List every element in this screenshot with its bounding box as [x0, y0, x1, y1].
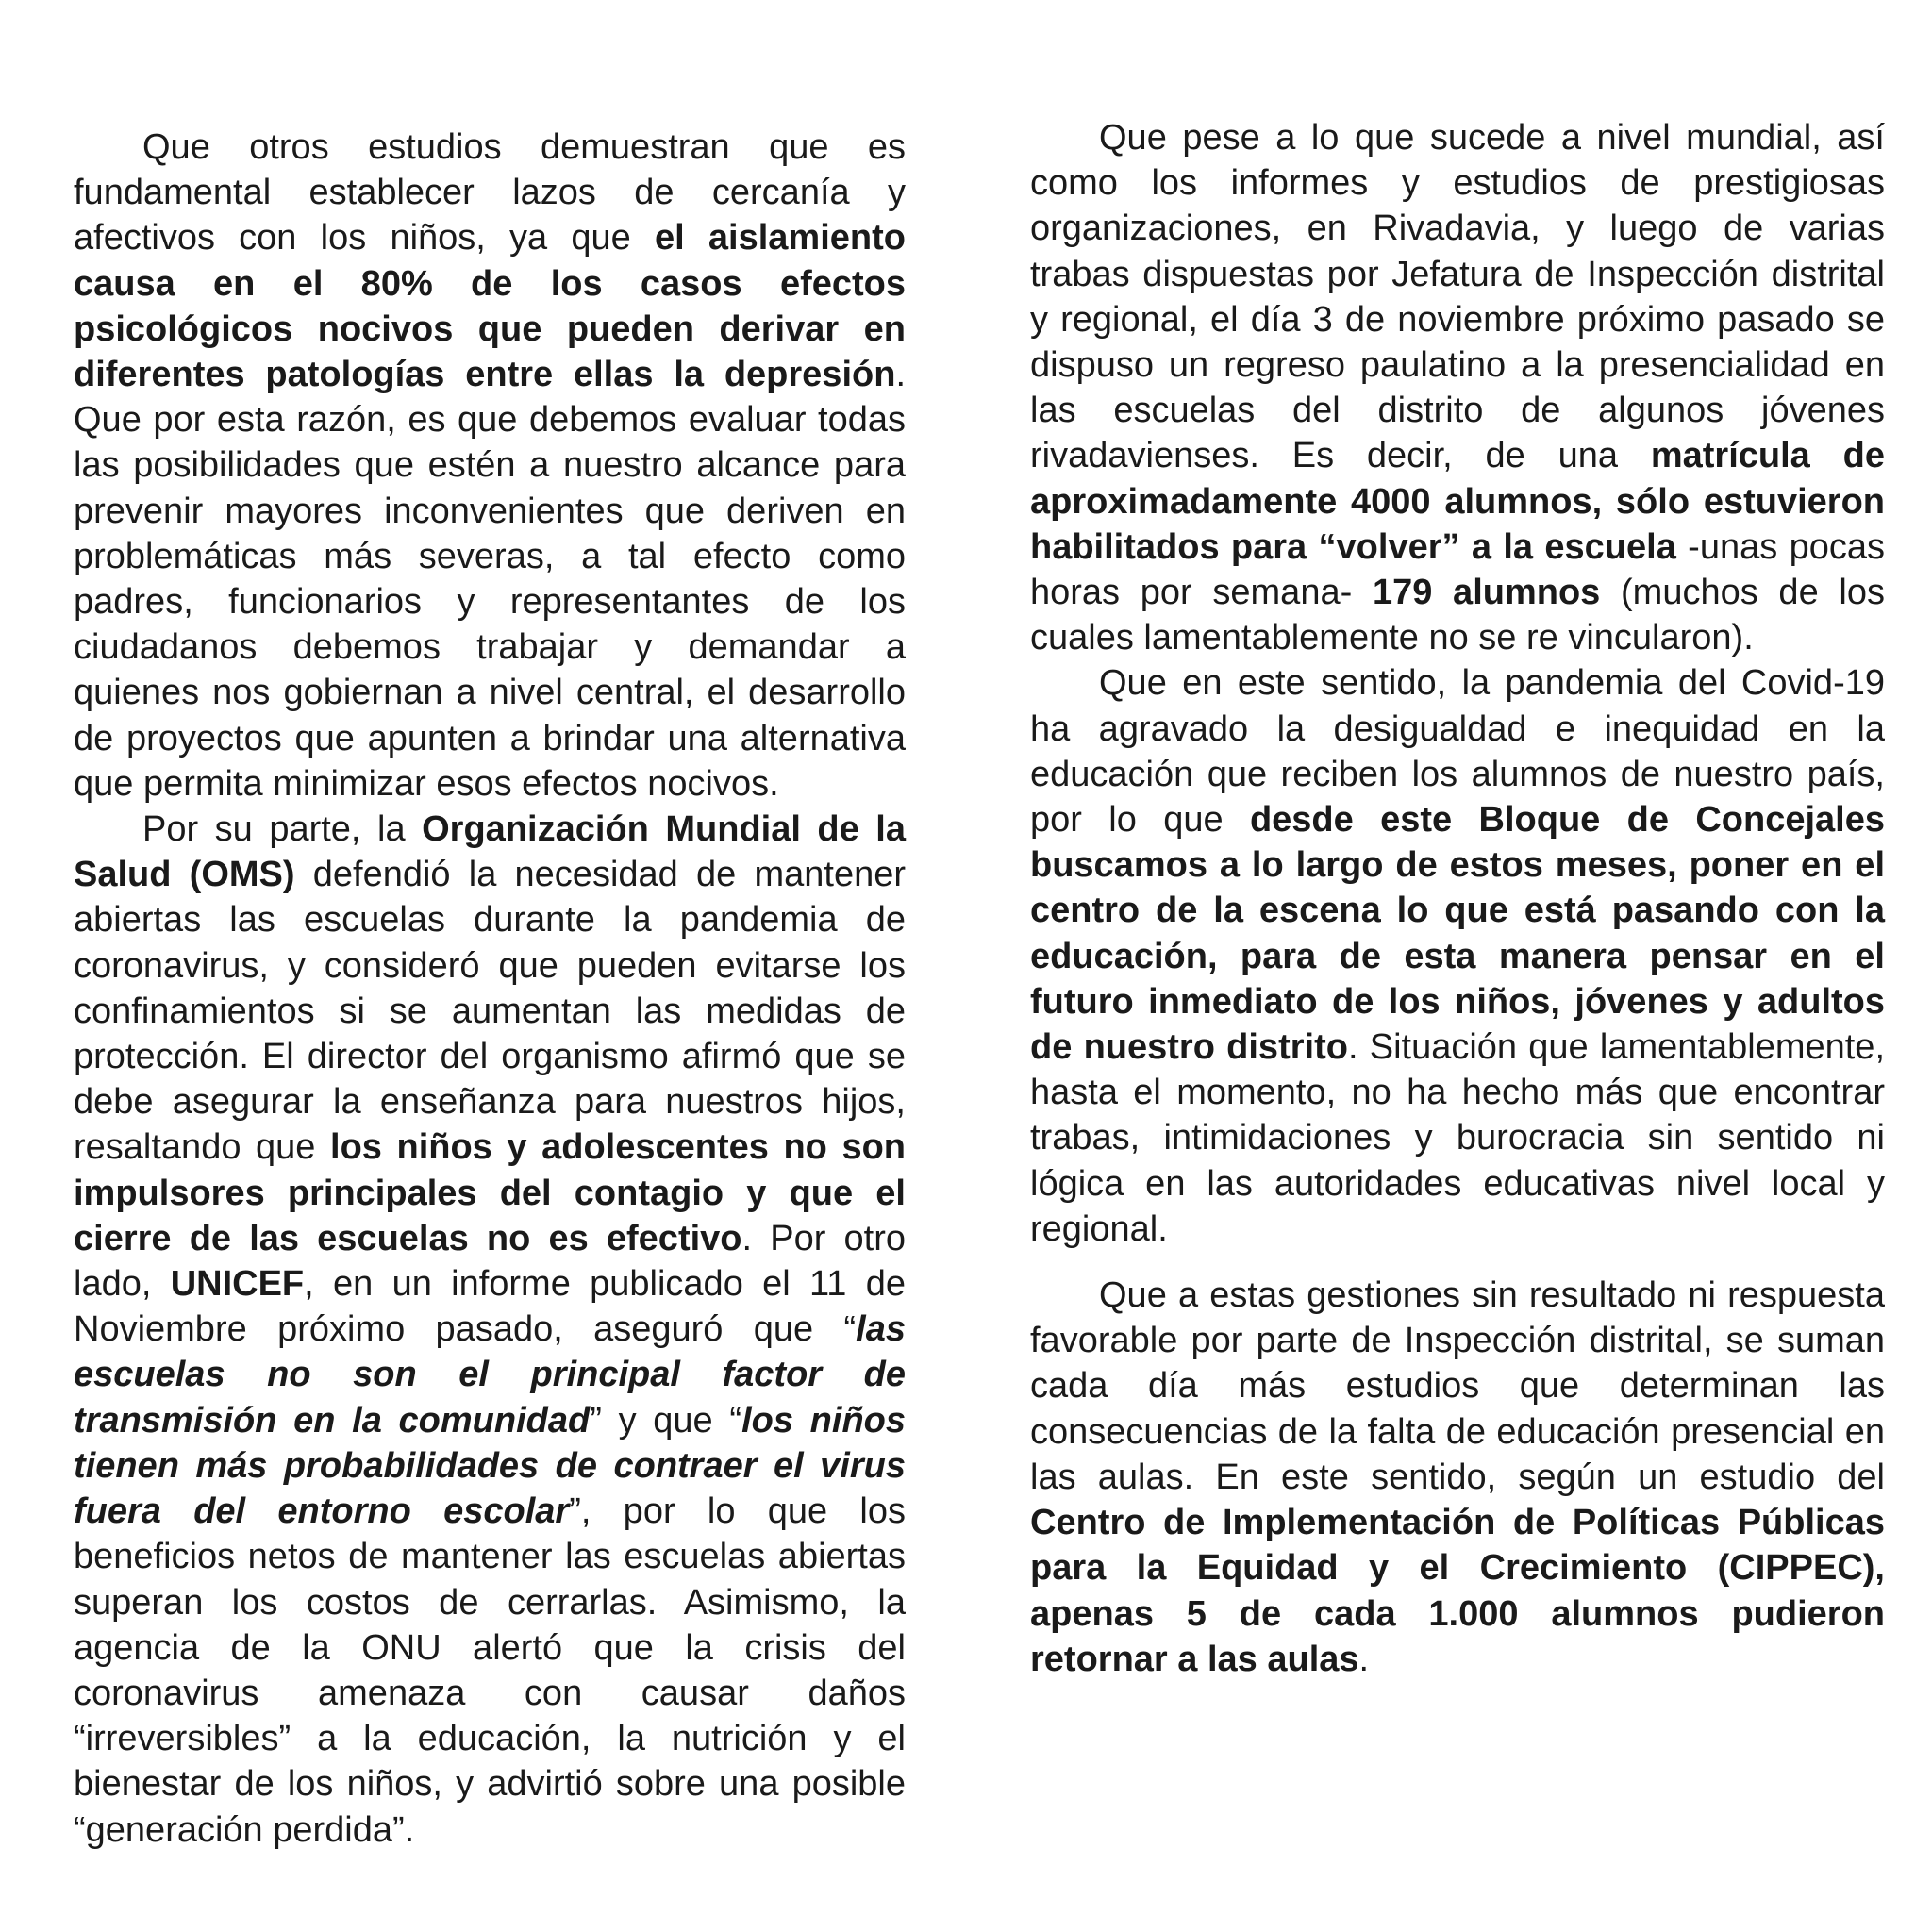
bold-run: los niños y adolescentes no son impulsores principales del contagio y que el cierre de las escuelas no es efectivo — [74, 1127, 907, 1258]
text-run: Por su parte, la — [142, 809, 423, 850]
bold-run: Centro de Implementación de Políticas Públicas para la Equidad y el Crecimiento (CIPPEC), apenas 5 de cada 1.000 alumnos pudieron retornar a las aulas — [1030, 1503, 1885, 1679]
bold-run: 179 alumnos — [1372, 573, 1601, 613]
text-run: Que pese a lo que sucede a nivel mundial, así como los informes y estudios de prestigiosas organizaciones, en Rivadavia, y luego de varias trabas dispuestas por Jefatura de Inspección distrital y regional, el día 3 de noviembre próximo pasado se dispuso un regreso paulatino a la presencialidad en las escuelas del distrito de algunos jóvenes rivadavienses. Es decir, de una — [1030, 118, 1885, 476]
bold-run: desde este Bloque de Concejales buscamos a lo largo de estos meses, poner en el centro de la escena lo que está pasando con la educación, para de esta manera pensar en el futuro inmediato de los niños, jóvenes y adultos de nuestro distrito — [1030, 800, 1885, 1068]
bold-run: Organización Mundial de la Salud (OMS) — [74, 809, 906, 895]
bold-run: UNICEF — [170, 1264, 305, 1305]
paragraph-covid — [1030, 660, 1885, 1252]
paragraph-aislamiento — [74, 125, 906, 807]
text-run: . — [1358, 1639, 1370, 1679]
text-run: Que en este sentido, la pandemia del Covid-19 ha agravado la desigualdad e inequidad en la educación que reciben los alumnos de nuestro país, por lo que — [1030, 663, 1885, 841]
text-run: (muchos de los cuales lamentablemente no se re vincularon). — [1030, 573, 1885, 658]
bold-run: matrícula de aproximadamente 4000 alumnos, sólo estuvieron habilitados para “volver” a la escuela — [1030, 436, 1885, 567]
text-run: . Que por esta razón, es que debemos evaluar todas las posibilidades que estén a nuestro alcance para prevenir mayores inconvenientes que deriven en problemáticas más severas, a tal efecto como padres, funcionarios y representantes de los ciudadanos debemos trabajar y demandar a quienes nos gobiernan a nivel central, el desarrollo de proyectos que apunten a brindar una alternativa que permita minimizar esos efectos nocivos. — [74, 355, 906, 804]
text-run: ” y que “ — [590, 1400, 742, 1441]
paragraph-oms-unicef — [74, 807, 906, 1853]
text-run: , en un informe publicado el 11 de Noviembre próximo pasado, aseguró que “ — [74, 1264, 906, 1350]
text-run: Que otros estudios demuestran que es fundamental establecer lazos de cercanía y afectivos con los niños, ya que — [74, 127, 906, 258]
text-run: -unas pocas horas por semana- — [1030, 526, 1885, 613]
paragraph-cippec — [1030, 1273, 1885, 1682]
bold-run: el aislamiento causa en el 80% de los casos efectos psicológicos nocivos que pueden derivar en diferentes patologías entre ellas la depresión — [74, 218, 906, 395]
bold-italic-quote: las escuelas no son el principal factor de transmisión en la comunidad — [74, 1309, 906, 1441]
text-run: . Situación que lamentablemente, hasta el momento, no ha hecho más que encontrar trabas, intimidaciones y burocracia sin sentido ni lógica en las autoridades educativas nivel local y regional. — [1030, 1027, 1885, 1249]
text-run: defendió la necesidad de mantener abiertas las escuelas durante la pandemia de coronavirus, y consideró que pueden evitarse los confinamientos si se aumentan las medidas de protección. El director del organismo afirmó que se debe asegurar la enseñanza para nuestros hijos, resaltando que — [74, 855, 907, 1168]
text-run: . Por otro lado, — [74, 1218, 906, 1305]
right-column — [1030, 115, 1885, 1682]
left-column — [74, 125, 906, 1853]
text-run: ”, por lo que los beneficios netos de mantener las escuelas abiertas superan los costos de cerrarlas. Asimismo, la agencia de la ONU alertó que la crisis del coronavirus amenaza con causar daños “irreversibles” a la educación, la nutrición y el bienestar de los niños, y advirtió sobre una posible “generación perdida”. — [74, 1491, 906, 1850]
paragraph-rivadavia — [1030, 115, 1885, 660]
bold-italic-quote: los niños tienen más probabilidades de contraer el virus fuera del entorno escolar — [74, 1400, 907, 1532]
text-run: Que a estas gestiones sin resultado ni respuesta favorable por parte de Inspección distrital, se suman cada día más estudios que determinan las consecuencias de la falta de educación presencial en las aulas. En este sentido, según un estudio del — [1030, 1275, 1885, 1497]
